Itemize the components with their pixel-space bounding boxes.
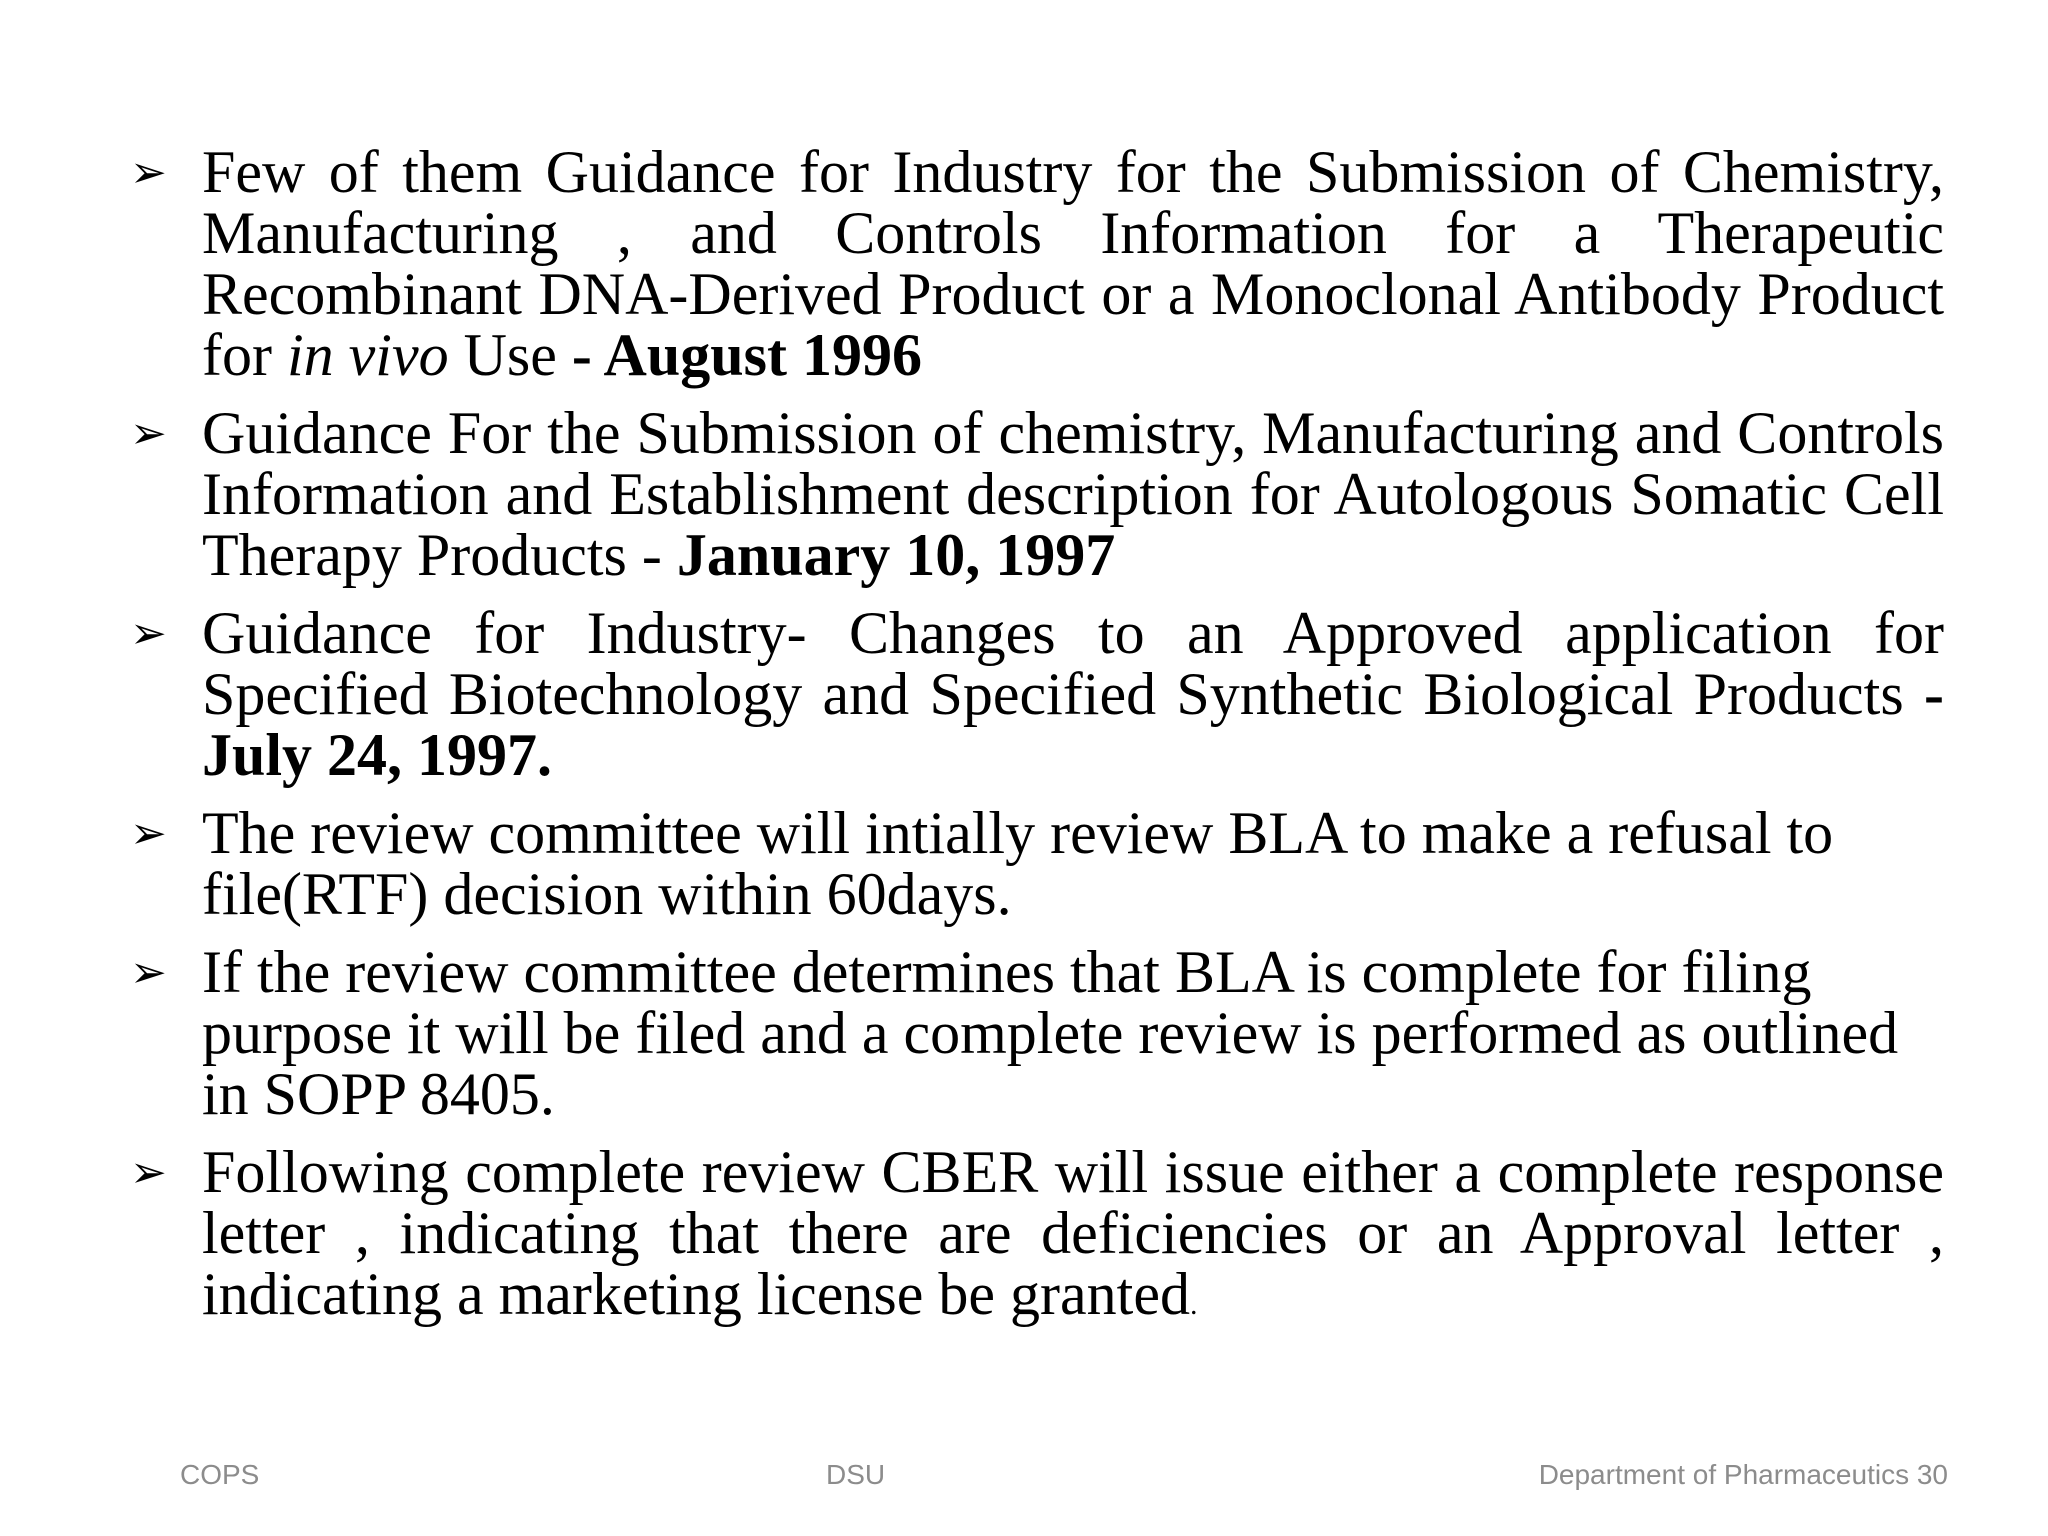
bullet-item-guidance-autologous — [130, 400, 1944, 588]
bullet-item-guidance-changes — [130, 600, 1944, 788]
arrow-bullet-icon: ➢ — [130, 947, 167, 998]
bullet-text — [202, 1139, 1944, 1327]
footer-page-info: Department of Pharmaceutics 30 — [1538, 1459, 1948, 1490]
bullet-text — [202, 139, 1944, 388]
bold-date: - July 24, 1997. — [202, 661, 1944, 788]
text-run: Guidance For the Submission of chemistry, Manufacturing and Controls Information and Establishment description for Autologous Somatic Cell Therapy Products - — [202, 400, 1944, 588]
bullet-text: The review committee will intially review BLA to make a refusal to file(RTF) decision within 60days. — [202, 800, 1834, 927]
text-run: Use — [448, 322, 572, 388]
bullet-text — [202, 600, 1944, 788]
text-run: Guidance for Industry- Changes to an Approved application for Specified Biotechnology and Specified Synthetic Biological Products — [202, 600, 1944, 727]
arrow-bullet-icon: ➢ — [130, 408, 167, 459]
footer-center: DSU — [826, 1459, 886, 1490]
text-run: Following complete review CBER will issue either a complete response letter , indicating that there are deficiencies or an Approval letter , indicating a marketing license be granted — [202, 1139, 1944, 1327]
bullet-item-complete-review — [130, 1139, 1944, 1335]
text-run: Few of them Guidance for Industry for the Submission of Chemistry, Manufacturing , and Controls Information for a Therapeutic Recombinant DNA-Derived Product or a Monoclonal Antibody Product for — [202, 139, 1944, 388]
small-period: . — [1189, 1288, 1198, 1321]
bullet-item-guidance-rdna — [130, 139, 1944, 388]
bullet-text — [202, 400, 1944, 588]
bullet-list — [130, 139, 1944, 1352]
arrow-bullet-icon: ➢ — [130, 147, 167, 198]
bullet-item-filing — [130, 939, 1944, 1127]
bullet-item-review-committee — [130, 800, 1944, 927]
bullet-text: If the review committee determines that BLA is complete for filing purpose it will be filed and a complete review is performed as outlined in SOPP 8405. — [202, 939, 1899, 1127]
arrow-bullet-icon: ➢ — [130, 608, 167, 659]
bold-date: January 10, 1997 — [676, 522, 1116, 588]
arrow-bullet-icon: ➢ — [130, 808, 167, 859]
italic-text-run: in vivo — [286, 322, 449, 388]
footer-left: COPS — [180, 1459, 260, 1490]
bold-date: - August 1996 — [571, 322, 922, 388]
arrow-bullet-icon: ➢ — [130, 1147, 167, 1198]
